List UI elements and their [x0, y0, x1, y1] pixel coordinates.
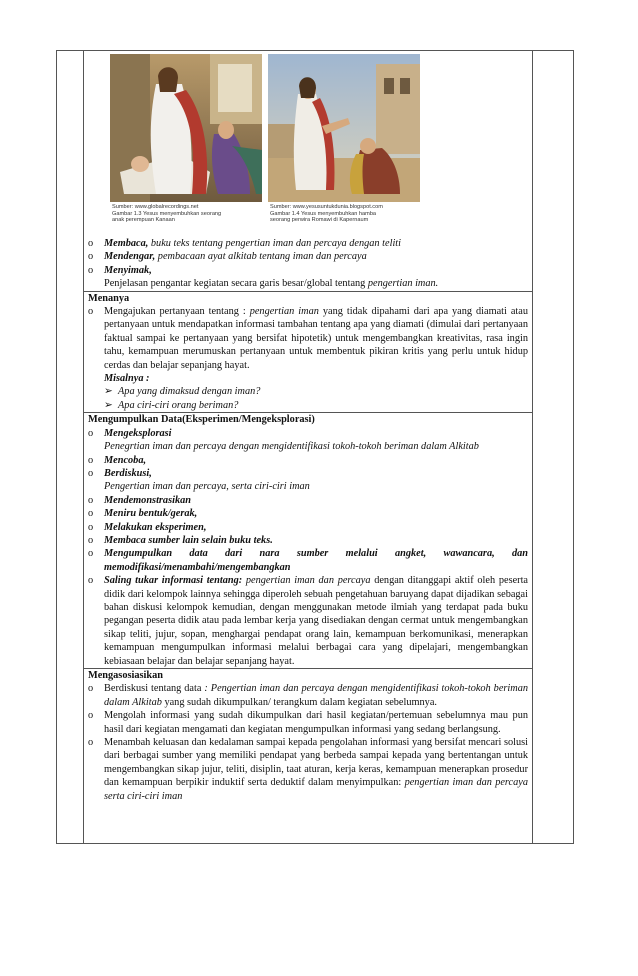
- menanya-item: [88, 305, 528, 372]
- arrow-bullet-icon: ➢: [104, 399, 113, 411]
- caption-1-title: Gambar 1.3 Yesus menyembuhkan seorang: [112, 210, 222, 217]
- item-text-italic: pengertian iman dan percaya serta ciri-ciri iman: [104, 777, 528, 802]
- detail-text-italic: pengertian iman.: [367, 278, 439, 290]
- section-title: Mengasosiasikan: [88, 670, 163, 681]
- illustrations: [88, 51, 528, 237]
- asosiasi-item-2: [88, 709, 528, 736]
- caption-2-title-cont: seorang perwira Romawi di Kapernaum: [270, 217, 369, 224]
- left-column-cell: [57, 51, 84, 844]
- item-text-cont: yang sudah dikumpulkan/ terangkum dalam kegiatan sebelumnya.: [161, 696, 437, 708]
- item-text-italic: pengertian iman dan percaya: [242, 575, 371, 587]
- section-title: Mengumpulkan Data(Eksperimen/Mengeksplorasi): [88, 414, 315, 426]
- item-text: Menambah keluasan dan kedalaman sampai kepada pengolahan informasi yang bersifat mencari solusi dari berbagai sumber yang memiliki pendapat yang berbeda sampai kepada yang bertentangan untuk mengembangkan sikap jujur, teliti, disiplin, taat aturan, kerja keras, kemampuan menerapkan prosedur dan kemampuan berpikir induktif serta deduktif dalam menyimpulkan:: [104, 737, 528, 789]
- illustration-jesus-healing-girl: [110, 54, 262, 202]
- meniru-item: [88, 507, 528, 520]
- activity-sections: [84, 51, 532, 803]
- illustration-caption-1: [112, 204, 262, 224]
- question-text: Apa ciri-ciri orang beriman?: [118, 399, 239, 411]
- question-item: [88, 399, 528, 412]
- bullet: o: [88, 521, 94, 533]
- bullet: o: [88, 454, 94, 466]
- section-title: Menanya: [88, 292, 130, 304]
- item-lead: Mendemonstrasikan: [104, 494, 191, 506]
- item-text-cont: yang tidak dipahami dari apa yang diamati atau pertanyaan untuk mendapatkan informasi tambahan tentang apa yang diamati (dimulai dari pertanyaan faktual sampai ke pertanyaan yang bersifat hipotetik) untuk mengembangkan kreativitas, rasa ingin tahu, kemampuan merumuskan pertanyaan untuk membentuk pikiran kritis yang perlu untuk hidup cerdas dan belajar sepanjang hayat.: [104, 306, 528, 371]
- mendemonstrasikan-item: [88, 494, 528, 507]
- illustration-caption-2: [270, 204, 420, 224]
- question-text: Apa yang dimaksud dengan iman?: [118, 386, 261, 398]
- item-text: buku teks tentang pengertian iman dan percaya dengan teliti: [148, 238, 402, 249]
- bullet: o: [88, 737, 94, 749]
- caption-1-title-cont: anak perempuan Kanaan: [112, 217, 175, 224]
- item-text-italic: pengertian iman: [249, 306, 319, 318]
- bullet: o: [88, 494, 94, 506]
- item-text-italic: : Pengertian iman dan percaya dengan mengidentifikasi tokoh-tokoh beriman dalam Alkitab: [104, 683, 528, 708]
- caption-1-source: Sumber: www.globalrecordings.net: [112, 204, 199, 210]
- item-lead: Mengumpulkan data dari nara sumber melalui angket, wawancara, dan memodifikasi/menambahi/mengembangkan: [104, 548, 528, 573]
- caption-2-title: Gambar 1.4 Yesus menyembuhkan hamba: [270, 210, 377, 217]
- mencoba-item: [88, 454, 528, 467]
- mengamati-item-mendengar: [88, 250, 528, 263]
- menyimak-detail: [88, 277, 528, 290]
- bullet: o: [88, 683, 94, 695]
- berdiskusi-item: [88, 467, 528, 480]
- mengamati-item-menyimak: [88, 264, 528, 277]
- bullet: o: [88, 427, 94, 439]
- item-lead: Mencoba,: [104, 454, 147, 466]
- illustration-jesus-healing-servant: [268, 54, 420, 202]
- item-text: dengan ditanggapi aktif oleh peserta didik dari kelompok lainnya sehingga diperoleh sebuah pengetahuan baruyang dapat dijadikan sebagai bahan diskusi kelompok kemudian, dengan menggunakan metode ilmiah yang terdapat pada buku pegangan peserta didik atau pada lembar kerja yang disediakan dengan cermat untuk mengembangkan sikap teliti, jujur, sopan, menghargai pendapat orang lain, kemampuan berkomunikasi, menerapkan kemampuan mengumpulkan informasi melalui berbagai cara yang dipelajari, mengembangkan kebiasaan belajar dan belajar sepanjang hayat.: [104, 575, 529, 667]
- bullet: o: [88, 306, 94, 318]
- bullet: o: [88, 264, 94, 276]
- bullet: o: [88, 508, 94, 520]
- bullet: o: [88, 251, 94, 263]
- bullet: o: [88, 575, 94, 587]
- section-mengamati: [84, 51, 532, 291]
- item-text: pembacaan ayat alkitab tentang iman dan percaya: [155, 251, 367, 263]
- item-lead: Meniru bentuk/gerak,: [104, 508, 198, 520]
- item-lead: Membaca sumber lain selain buku teks.: [104, 534, 273, 546]
- mengamati-item-membaca: [88, 237, 528, 250]
- lesson-table: [56, 50, 574, 844]
- bullet: o: [88, 467, 94, 479]
- narasumber-item: [88, 547, 528, 574]
- right-column-cell: [533, 51, 574, 844]
- membaca-sumber-item: [88, 534, 528, 547]
- bullet: o: [88, 548, 94, 560]
- mengeksplorasi-detail: Penegrtian iman dan percaya dengan mengidentifikasi tokoh-tokoh beriman dalam Alkitab: [104, 441, 479, 453]
- bullet: o: [88, 238, 94, 249]
- misalnya-label: Misalnya :: [104, 373, 150, 385]
- item-text: Mengajukan pertanyaan tentang :: [104, 306, 250, 318]
- item-text: Berdiskusi tentang data: [104, 683, 205, 695]
- arrow-bullet-icon: ➢: [104, 386, 113, 398]
- section-mengasosiasikan: [84, 669, 532, 804]
- item-lead: Berdiskusi,: [104, 467, 152, 479]
- item-lead: Mendengar,: [104, 251, 156, 263]
- activity-cell: [84, 51, 533, 844]
- bullet: o: [88, 534, 94, 546]
- eksperimen-item: [88, 521, 528, 534]
- berdiskusi-detail: Pengertian iman dan percaya, serta ciri-ciri iman: [104, 481, 310, 493]
- bullet: o: [88, 710, 94, 722]
- caption-2-source: Sumber: www.yesusuntukdunia.blogspot.com: [270, 204, 383, 210]
- item-lead: Membaca,: [104, 238, 149, 249]
- tukar-informasi-item: [88, 574, 528, 668]
- asosiasi-item-3: [88, 736, 528, 803]
- item-text: Mengolah informasi yang sudah dikumpulkan dari hasil kegiatan/pertemuan sebelumnya mau pun hasil dari kegiatan mengamati dan kegiatan mengumpulkan informasi yang sedang berlangsung.: [104, 710, 528, 735]
- detail-text: Penjelasan pengantar kegiatan secara garis besar/global tentang: [104, 278, 368, 290]
- question-item: [88, 385, 528, 398]
- item-lead: Melakukan eksperimen,: [104, 521, 207, 533]
- item-lead: Menyimak,: [104, 264, 152, 276]
- section-mengumpulkan-data: [84, 413, 532, 669]
- mengeksplorasi-item: [88, 427, 528, 440]
- item-lead: Mengeksplorasi: [104, 427, 172, 439]
- item-lead: Saling tukar informasi tentang:: [104, 575, 243, 587]
- section-menanya: [84, 291, 532, 413]
- asosiasi-item-1: [88, 682, 528, 709]
